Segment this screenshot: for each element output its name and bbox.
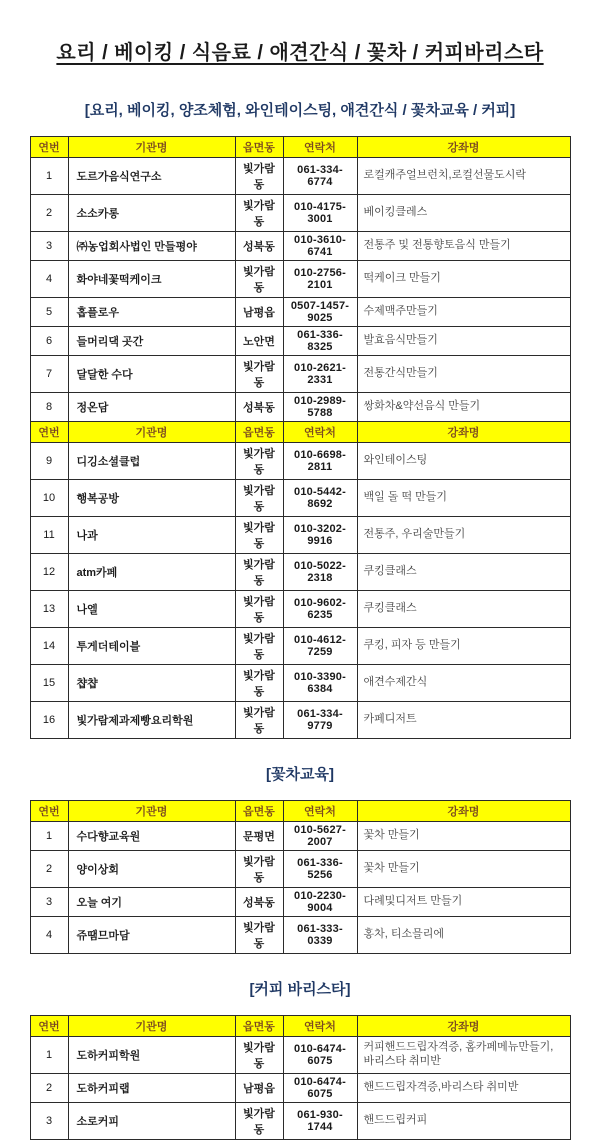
row-number: 4 [30, 261, 68, 298]
row-number: 2 [30, 851, 68, 888]
table-row [30, 702, 570, 739]
row-number: 9 [30, 443, 68, 480]
course-name: 핸드드립자격증,바리스타 취미반 [357, 1074, 570, 1103]
org-name: 소로커피 [68, 1103, 235, 1140]
course-name: 꽃차 만들기 [357, 851, 570, 888]
phone-number: 010-9602-6235 [283, 591, 357, 628]
district: 빛가람동 [235, 1037, 283, 1074]
course-name: 쌍화차&약선음식 만들기 [357, 393, 570, 422]
course-name: 발효음식만들기 [357, 327, 570, 356]
row-number: 1 [30, 1037, 68, 1074]
table-row [30, 298, 570, 327]
table-row [30, 480, 570, 517]
org-name: 도르가음식연구소 [68, 158, 235, 195]
course-name: 떡케이크 만들기 [357, 261, 570, 298]
org-name: 디깅소셜클럽 [68, 443, 235, 480]
course-name: 애견수제간식 [357, 665, 570, 702]
org-name: 수다향교육원 [68, 822, 235, 851]
table-row [30, 261, 570, 298]
org-name: 달달한 수다 [68, 356, 235, 393]
district: 빛가람동 [235, 851, 283, 888]
course-name: 로컬캐주얼브런치,로컬선물도시락 [357, 158, 570, 195]
phone-number: 061-336-5256 [283, 851, 357, 888]
course-name: 쿠킹클래스 [357, 554, 570, 591]
org-name: 소소카롱 [68, 195, 235, 232]
district: 빛가람동 [235, 443, 283, 480]
org-name: 빛가람제과제빵요리학원 [68, 702, 235, 739]
table-row [30, 1074, 570, 1103]
district: 문평면 [235, 822, 283, 851]
row-number: 3 [30, 232, 68, 261]
phone-number: 010-2989-5788 [283, 393, 357, 422]
row-number: 4 [30, 917, 68, 954]
course-name: 와인테이스팅 [357, 443, 570, 480]
flower-tea-table [30, 800, 571, 954]
course-name: 홍차, 티소믈리에 [357, 917, 570, 954]
column-header: 강좌명 [357, 1016, 570, 1037]
district: 빛가람동 [235, 702, 283, 739]
row-number: 12 [30, 554, 68, 591]
row-number: 1 [30, 158, 68, 195]
org-name: 화야네꽃떡케이크 [68, 261, 235, 298]
phone-number: 010-5627-2007 [283, 822, 357, 851]
column-header: 기관명 [68, 137, 235, 158]
phone-number: 010-3390-6384 [283, 665, 357, 702]
column-header: 강좌명 [357, 422, 570, 443]
table-header-row [30, 137, 570, 158]
row-number: 10 [30, 480, 68, 517]
column-header: 읍면동 [235, 137, 283, 158]
district: 빛가람동 [235, 480, 283, 517]
district: 빛가람동 [235, 665, 283, 702]
org-name: 쥬땜므마담 [68, 917, 235, 954]
row-number: 7 [30, 356, 68, 393]
course-name: 전통주, 우리술만들기 [357, 517, 570, 554]
district: 노안면 [235, 327, 283, 356]
org-name: 나과 [68, 517, 235, 554]
district: 빛가람동 [235, 195, 283, 232]
table-header-row [30, 801, 570, 822]
course-name: 다례및디저트 만들기 [357, 888, 570, 917]
phone-number: 010-5022-2318 [283, 554, 357, 591]
main-program-table [30, 136, 571, 739]
column-header: 연번 [30, 1016, 68, 1037]
district: 성북동 [235, 393, 283, 422]
district: 빛가람동 [235, 554, 283, 591]
column-header: 연락처 [283, 801, 357, 822]
table-row [30, 195, 570, 232]
table-row [30, 1037, 570, 1074]
table-header-row [30, 1016, 570, 1037]
table-row [30, 851, 570, 888]
phone-number: 010-5442-8692 [283, 480, 357, 517]
org-name: 정온담 [68, 393, 235, 422]
row-number: 6 [30, 327, 68, 356]
phone-number: 010-6474-6075 [283, 1037, 357, 1074]
column-header: 강좌명 [357, 801, 570, 822]
course-name: 수제맥주만들기 [357, 298, 570, 327]
table-row [30, 158, 570, 195]
table-row [30, 591, 570, 628]
district: 빛가람동 [235, 628, 283, 665]
district: 빛가람동 [235, 517, 283, 554]
table-row [30, 554, 570, 591]
org-name: 홉플로우 [68, 298, 235, 327]
org-name: 챱챱 [68, 665, 235, 702]
phone-number: 010-6698-2811 [283, 443, 357, 480]
row-number: 2 [30, 1074, 68, 1103]
org-name: 투게더테이블 [68, 628, 235, 665]
course-name: 커피핸드드립자격증, 홈카페메뉴만들기, 바리스타 취미반 [357, 1037, 570, 1074]
phone-number: 061-930-1744 [283, 1103, 357, 1140]
column-header: 기관명 [68, 801, 235, 822]
district: 성북동 [235, 232, 283, 261]
table-row [30, 1103, 570, 1140]
row-number: 5 [30, 298, 68, 327]
org-name: 행복공방 [68, 480, 235, 517]
phone-number: 0507-1457-9025 [283, 298, 357, 327]
phone-number: 061-334-9779 [283, 702, 357, 739]
column-header: 기관명 [68, 1016, 235, 1037]
course-name: 전통주 및 전통향토음식 만들기 [357, 232, 570, 261]
org-name: 오늘 여기 [68, 888, 235, 917]
district: 빛가람동 [235, 1103, 283, 1140]
row-number: 8 [30, 393, 68, 422]
table-row [30, 665, 570, 702]
column-header: 연락처 [283, 137, 357, 158]
row-number: 3 [30, 888, 68, 917]
district: 남평읍 [235, 1074, 283, 1103]
course-name: 백일 돌 떡 만들기 [357, 480, 570, 517]
row-number: 14 [30, 628, 68, 665]
column-header: 연번 [30, 137, 68, 158]
org-name: 들머리댁 곳간 [68, 327, 235, 356]
table-row [30, 917, 570, 954]
table-row [30, 888, 570, 917]
phone-number: 010-4612-7259 [283, 628, 357, 665]
district: 빛가람동 [235, 356, 283, 393]
table-row [30, 356, 570, 393]
phone-number: 010-3610-6741 [283, 232, 357, 261]
column-header: 연락처 [283, 422, 357, 443]
column-header: 읍면동 [235, 1016, 283, 1037]
row-number: 1 [30, 822, 68, 851]
column-header: 읍면동 [235, 801, 283, 822]
row-number: 15 [30, 665, 68, 702]
row-number: 13 [30, 591, 68, 628]
org-name: 나엘 [68, 591, 235, 628]
district: 빛가람동 [235, 917, 283, 954]
phone-number: 010-6474-6075 [283, 1074, 357, 1103]
course-name: 전통간식만들기 [357, 356, 570, 393]
column-header: 강좌명 [357, 137, 570, 158]
table-row [30, 393, 570, 422]
row-number: 2 [30, 195, 68, 232]
phone-number: 061-334-6774 [283, 158, 357, 195]
district: 성북동 [235, 888, 283, 917]
row-number: 11 [30, 517, 68, 554]
course-name: 핸드드립커피 [357, 1103, 570, 1140]
table-row [30, 232, 570, 261]
org-name: ㈜농업회사법인 만들평야 [68, 232, 235, 261]
phone-number: 010-4175-3001 [283, 195, 357, 232]
table-row [30, 443, 570, 480]
phone-number: 010-2621-2331 [283, 356, 357, 393]
column-header: 연락처 [283, 1016, 357, 1037]
course-name: 쿠킹클래스 [357, 591, 570, 628]
district: 빛가람동 [235, 261, 283, 298]
coffee-barista-table [30, 1015, 571, 1140]
row-number: 3 [30, 1103, 68, 1140]
phone-number: 010-2756-2101 [283, 261, 357, 298]
page-title: 요리 / 베이킹 / 식음료 / 애견간식 / 꽃차 / 커피바리스타 [56, 42, 544, 64]
table-header-row [30, 422, 570, 443]
column-header: 연번 [30, 801, 68, 822]
course-name: 카페디저트 [357, 702, 570, 739]
table-row [30, 517, 570, 554]
org-name: 도하커피학원 [68, 1037, 235, 1074]
row-number: 16 [30, 702, 68, 739]
table-row [30, 327, 570, 356]
course-name: 쿠킹, 피자 등 만들기 [357, 628, 570, 665]
district: 빛가람동 [235, 158, 283, 195]
section-title-flower-tea: [꽃차교육] [266, 766, 334, 783]
org-name: 양이상회 [68, 851, 235, 888]
section-title-coffee-barista: [커피 바리스타] [249, 981, 351, 998]
org-name: atm카페 [68, 554, 235, 591]
phone-number: 010-3202-9916 [283, 517, 357, 554]
phone-number: 061-333-0339 [283, 917, 357, 954]
column-header: 기관명 [68, 422, 235, 443]
table-row [30, 822, 570, 851]
district: 남평읍 [235, 298, 283, 327]
phone-number: 061-336-8325 [283, 327, 357, 356]
course-name: 꽃차 만들기 [357, 822, 570, 851]
column-header: 읍면동 [235, 422, 283, 443]
table-row [30, 628, 570, 665]
page-subtitle: [요리, 베이킹, 양조체험, 와인테이스팅, 애견간식 / 꽃차교육 / 커피] [84, 102, 516, 119]
phone-number: 010-2230-9004 [283, 888, 357, 917]
course-name: 베이킹클레스 [357, 195, 570, 232]
district: 빛가람동 [235, 591, 283, 628]
column-header: 연번 [30, 422, 68, 443]
org-name: 도하커피랩 [68, 1074, 235, 1103]
